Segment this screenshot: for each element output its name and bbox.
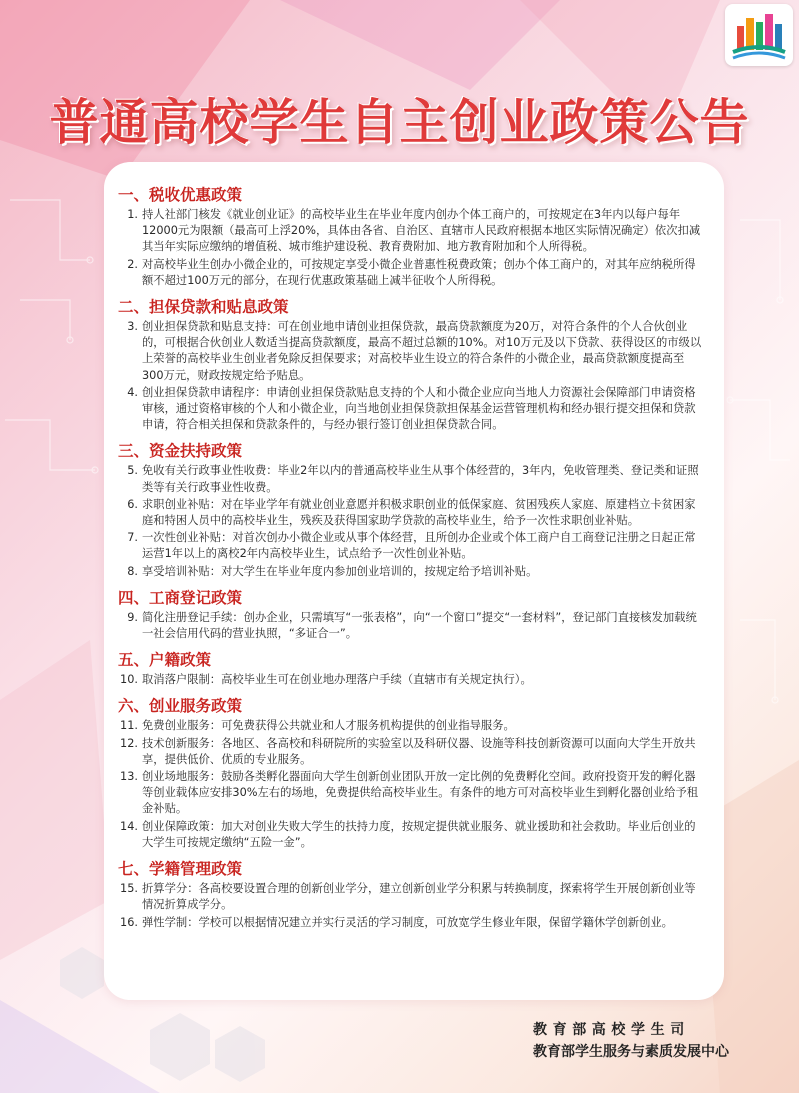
- item-number: 3.: [127, 320, 138, 334]
- item-text: 免费创业服务：可免费获得公共就业和人才服务机构提供的创业指导服务。: [142, 719, 515, 733]
- item-number: 4.: [127, 385, 138, 399]
- policy-content: [118, 183, 702, 932]
- section-heading: 七、学籍管理政策: [118, 860, 243, 879]
- list-item: [118, 881, 702, 913]
- item-text: 一次性创业补贴：对首次创办小微企业或从事个体经营，且所创办企业或个体工商户自工商登记注册之日起正常运营1年以上的离校2年内高校毕业生，试点给予一次性创业补贴。: [142, 531, 696, 561]
- item-number: 15.: [120, 882, 138, 896]
- list-item: [118, 530, 702, 562]
- issuer-department: 教育部高校学生司: [533, 1022, 690, 1038]
- item-text: 持人社部门核发《就业创业证》的高校毕业生在毕业年度内创办个体工商户的，可按规定在3年内以每户每年12000元为限额（最高可上浮20%，具体由各省、自治区、直辖市人民政府根据本地区实际情况确定）依次扣减其当年实际应缴纳的增值税、城市维护建设税、教育费附加、地方教育附加和个人所得税。: [142, 208, 701, 254]
- item-number: 7.: [127, 531, 138, 545]
- item-number: 9.: [127, 610, 138, 624]
- list-item: [118, 564, 702, 580]
- item-number: 13.: [120, 770, 138, 784]
- item-text: 创业场地服务：鼓励各类孵化器面向大学生创新创业团队开放一定比例的免费孵化空间。政府投资开发的孵化器等创业载体应安排30%左右的场地，免费提供给高校毕业生。有条件的地方可对高校毕业生到孵化器创业给予租金补贴。: [142, 770, 699, 816]
- item-number: 11.: [120, 719, 138, 733]
- item-text: 取消落户限制：高校毕业生可在创业地办理落户手续（直辖市有关规定执行）。: [142, 673, 532, 687]
- section-heading: 一、税收优惠政策: [118, 186, 243, 204]
- item-text: 技术创新服务：各地区、各高校和科研院所的实验室以及科研仪器、设施等科技创新资源可以面向大学生开放共享，提供低价、优质的专业服务。: [142, 736, 696, 766]
- item-text: 折算学分：各高校要设置合理的创新创业学分，建立创新创业学分积累与转换制度，探索将学生开展创新创业等情况折算成学分。: [142, 882, 696, 912]
- list-item: [118, 497, 702, 529]
- item-number: 16.: [120, 915, 138, 929]
- item-number: 8.: [127, 564, 138, 578]
- logo-icon: [725, 4, 793, 66]
- item-text: 弹性学制：学校可以根据情况建立并实行灵活的学习制度，可放宽学生修业年限，保留学籍休学创新创业。: [142, 915, 673, 929]
- issuer-block: [533, 1019, 729, 1063]
- item-text: 免收有关行政事业性收费：毕业2年以内的普通高校毕业生从事个体经营的，3年内，免收管理类、登记类和证照类等有关行政事业性收费。: [142, 464, 699, 494]
- item-number: 12.: [120, 736, 138, 750]
- item-text: 简化注册登记手续：创办企业，只需填写“一张表格”，向“一个窗口”提交“一套材料”，登记部门直接核发加载统一社会信用代码的营业执照，“多证合一”。: [142, 610, 697, 641]
- list-item: [118, 718, 702, 734]
- item-number: 6.: [127, 497, 138, 511]
- page-title: 普通高校学生自主创业政策公告: [49, 94, 750, 151]
- item-number: 1.: [127, 208, 138, 221]
- list-item: [118, 610, 702, 642]
- list-item: [118, 915, 702, 931]
- section-heading: 三、资金扶持政策: [118, 442, 243, 461]
- list-item: [118, 819, 702, 851]
- list-item: [118, 207, 702, 256]
- section-heading: 六、创业服务政策: [118, 697, 243, 716]
- item-text: 创业担保贷款申请程序：申请创业担保贷款贴息支持的个人和小微企业应向当地人力资源社会保障部门申请资格审核，通过资格审核的个人和小微企业，向当地创业担保贷款担保基金运营管理机构和经办银行提交担保和贷款申请，符合相关担保和贷款条件的，与经办银行签订创业担保贷款合同。: [142, 385, 696, 432]
- section-heading: 四、工商登记政策: [118, 588, 243, 607]
- list-item: [118, 257, 702, 289]
- item-text: 对高校毕业生创办小微企业的，可按规定享受小微企业普惠性税费政策；创办个体工商户的，对其年应纳税所得额不超过100万元的部分，在现行优惠政策基础上减半征收个人所得税。: [142, 257, 696, 287]
- list-item: [118, 736, 702, 768]
- item-text: 创业担保贷款和贴息支持：可在创业地申请创业担保贷款，最高贷款额度为20万，对符合条件的个人合伙创业的，可根据合伙创业人数适当提高贷款额度，最高不超过总额的10%。对10万元及以下贷款、获得设区的市级以上荣誉的高校毕业生创业者免除反担保要求；对高校毕业生设立的符合条件的小微企业，最高贷款额度提高至300万元，财政按规定给予贴息。: [142, 320, 702, 382]
- logo: [725, 4, 793, 66]
- item-text: 求职创业补贴：对在毕业学年有就业创业意愿并积极求职创业的低保家庭、贫困残疾人家庭、原建档立卡贫困家庭和特困人员中的高校毕业生，残疾及获得国家助学贷款的高校毕业生，给予一次性求职创业补贴。: [142, 497, 696, 528]
- item-number: 5.: [127, 464, 138, 478]
- list-item: [118, 769, 702, 818]
- list-item: [118, 672, 702, 688]
- list-item: [118, 463, 702, 495]
- section-heading: 五、户籍政策: [118, 651, 212, 670]
- issuer-center: 教育部学生服务与素质发展中心: [533, 1044, 729, 1060]
- item-text: 创业保障政策：加大对创业失败大学生的扶持力度，按规定提供就业服务、就业援助和社会救助。毕业后创业的大学生可按规定缴纳“五险一金”。: [142, 819, 696, 849]
- section-heading: 二、担保贷款和贴息政策: [118, 298, 289, 317]
- item-number: 10.: [120, 673, 138, 687]
- list-item: [118, 319, 702, 384]
- list-item: [118, 385, 702, 434]
- item-text: 享受培训补贴：对大学生在毕业年度内参加创业培训的，按规定给予培训补贴。: [142, 564, 538, 578]
- item-number: 14.: [120, 819, 138, 833]
- item-number: 2.: [127, 257, 138, 271]
